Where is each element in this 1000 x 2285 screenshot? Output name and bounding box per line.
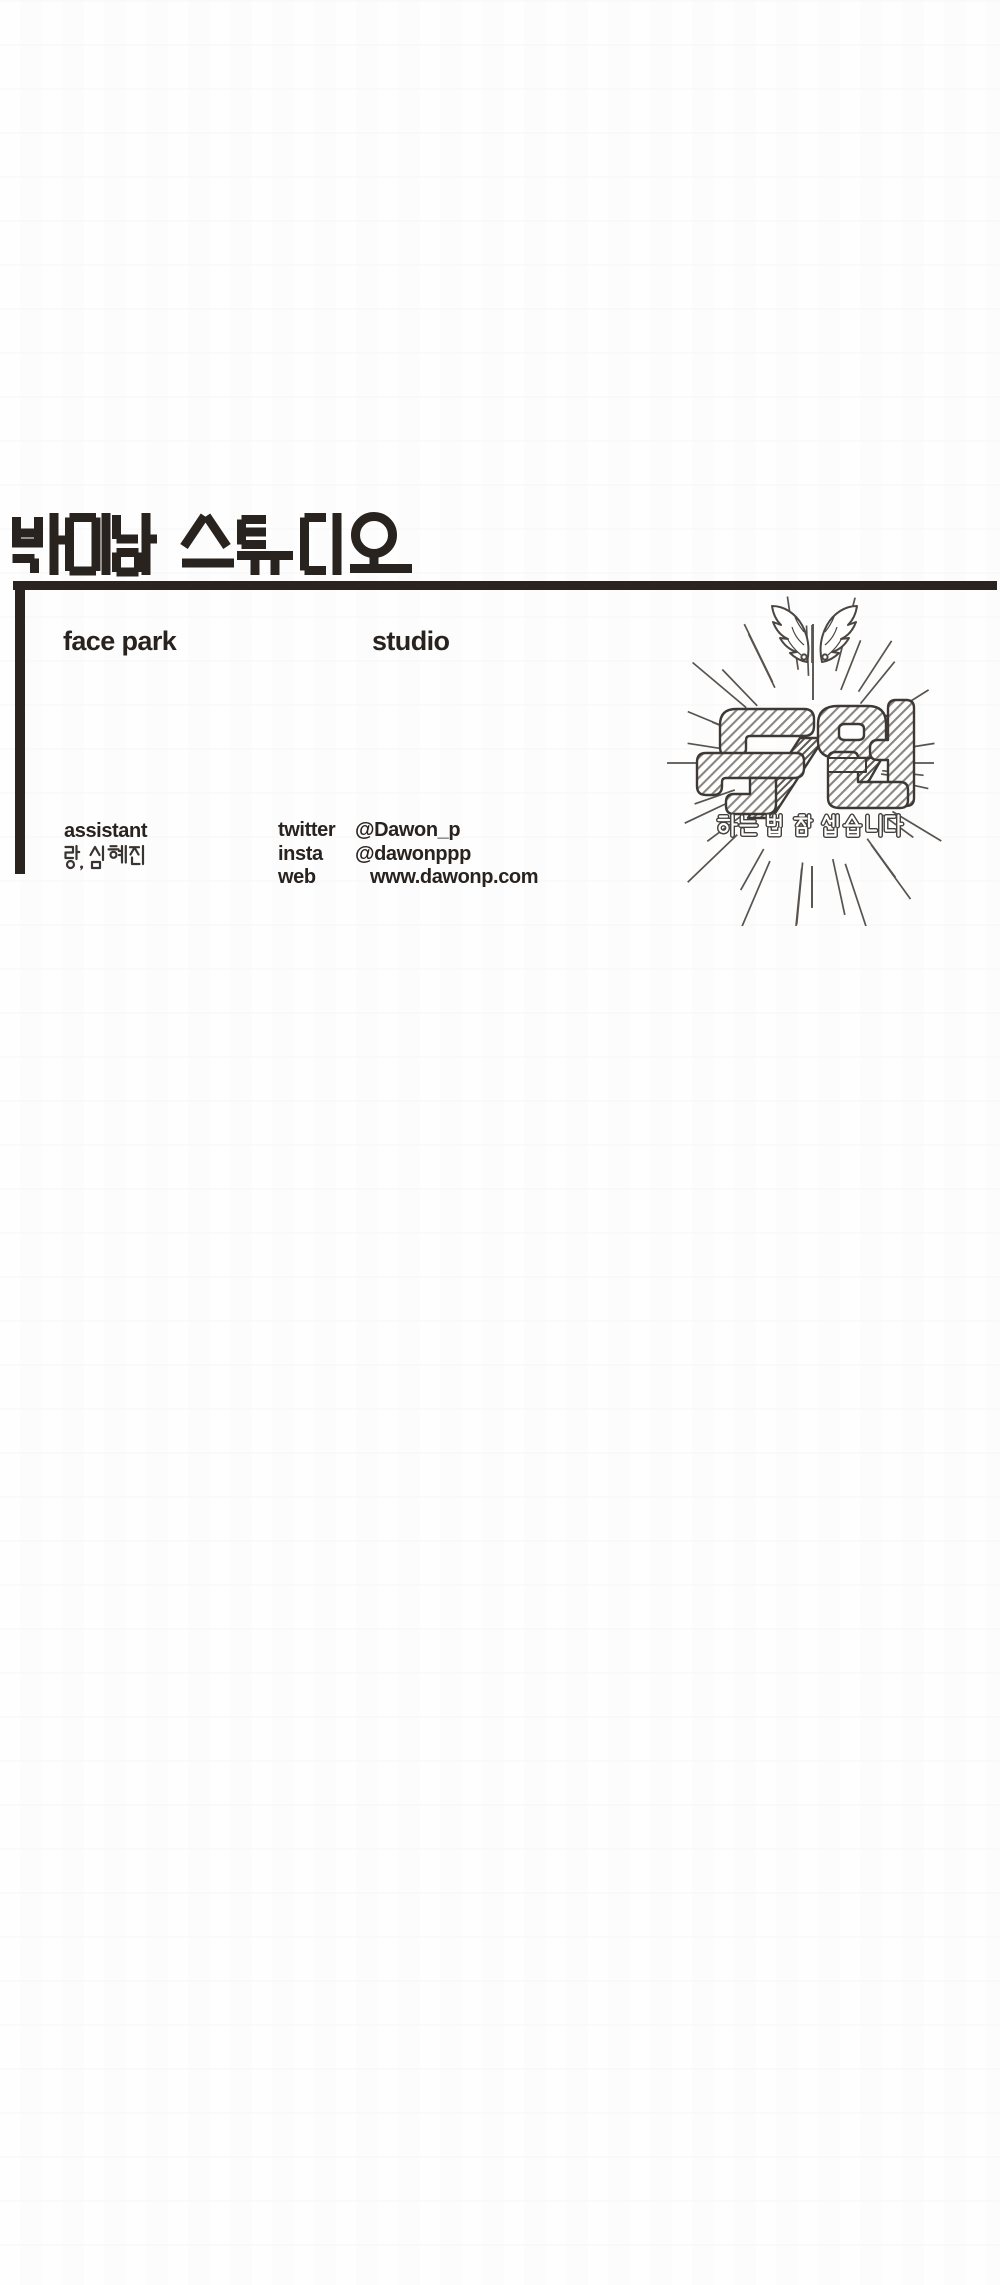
link-row-web [278,867,538,891]
angel-wings-icon [772,606,857,662]
logo-subtitle-korean-art [719,816,903,836]
left-border-line [15,581,25,874]
insta-label: insta [278,842,323,865]
center-axis-line [812,624,813,908]
twitter-label: twitter [278,819,336,841]
links-table [278,820,538,891]
logo-title-korean-art [697,700,914,818]
studio-title-korean [8,508,428,580]
right-wing [821,606,857,662]
studio-title-glyphs [13,513,413,575]
studio-name-left: face park [63,626,177,656]
insta-handle: @dawonppp [355,842,471,865]
assistant-names-text [0,0,1,1]
web-label: web [278,866,316,888]
series-logo [560,594,1000,926]
assistant-label: assistant [64,820,148,842]
web-url: www.dawonp.com [370,866,539,888]
link-row-insta [278,844,538,868]
left-wing [772,606,808,662]
studio-title-korean-text [0,0,1,1]
link-row-twitter [278,820,538,844]
logo-subtitle-text [0,0,1,1]
assistant-names-korean [64,845,176,871]
title-underline [13,581,997,590]
studio-name-right: studio [372,626,450,656]
comma-glyph [80,866,83,871]
assistant-names-glyphs [66,846,144,868]
logo-title-text [0,0,1,1]
twitter-handle: @Dawon_p [355,819,461,841]
